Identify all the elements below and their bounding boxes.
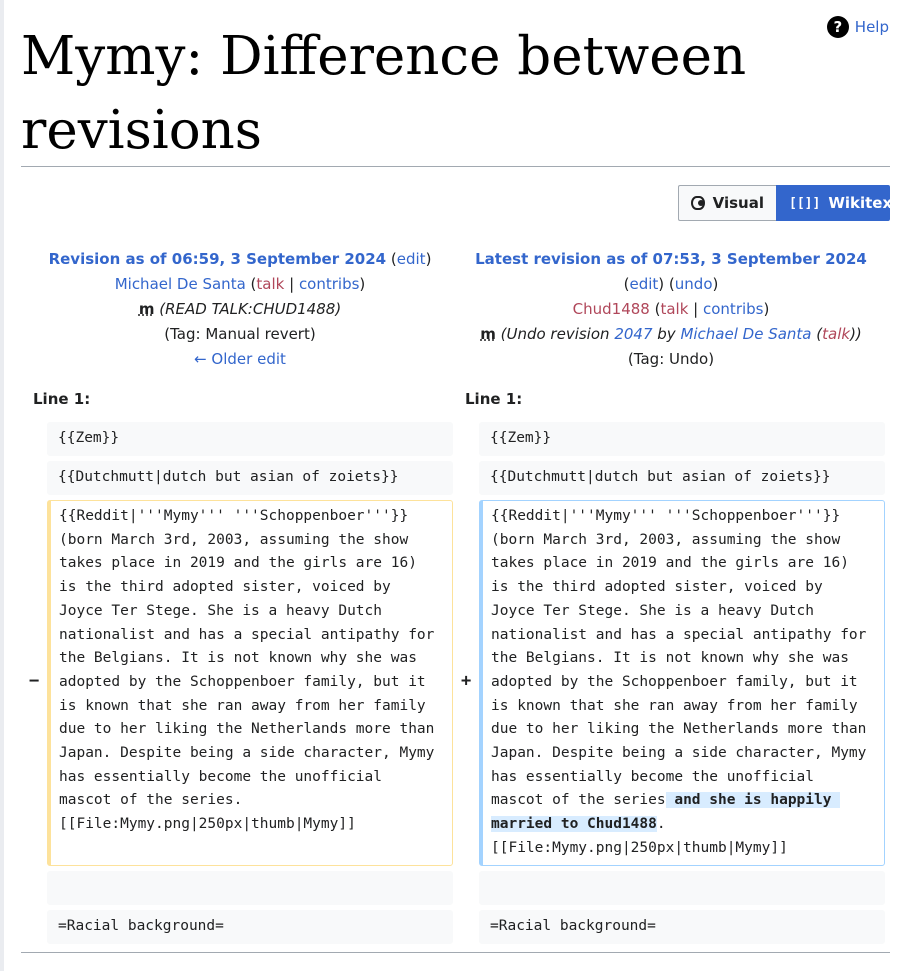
new-revision-header: Latest revision as of 07:53, 3 September 2024 (edit) (undo) Chud1488 (talk | contribs) m (Undo revision 2047 by Michael De Santa (talk)) (Tag: Undo) [475,250,867,368]
new-tag-label[interactable]: Tag [633,350,660,368]
added-marker: + [461,671,472,691]
old-minor-flag: m [138,300,155,318]
old-user-link[interactable]: Michael De Santa [114,275,246,293]
visual-button[interactable] [678,185,776,221]
old-revision-link[interactable]: Revision as of 06:59, 3 September 2024 [48,250,387,268]
older-edit-link[interactable]: ← Older edit [194,350,286,368]
help-label: Help [854,18,889,36]
context-line-right: {{Dutchmutt|dutch but asian of zoiets}} [479,461,885,495]
old-contribs-link[interactable]: contribs [298,275,360,293]
eye-icon [691,196,705,210]
old-tag-label[interactable]: Tag [170,325,196,343]
new-talk-link[interactable]: talk [660,300,689,318]
added-line [479,500,885,866]
wikitext-icon: [[]] [789,195,821,211]
new-contribs-link[interactable]: contribs [703,300,764,318]
old-talk-link[interactable]: talk [256,275,285,293]
deleted-line: {{Reddit|'''Mymy''' '''Schoppenboer'''}} (born March 3rd, 2003, assuming the show takes place in 2019 and the girls are 16) is the third adopted sister, voiced by Joyce Ter Stege. She is a heavy Dutch nationalist and has a special antipathy for the Belgians. It is not known why she was adopted by the Schoppenboer family, but it is known that she ran away from her family due to her liking the Netherlands more than Japan. Despite being a side character, Mymy has essentially become the unofficial mascot of the series. [[File:Mymy.png|250px|thumb|Mymy]] [47,500,453,866]
context-line-left: {{Zem}} [47,422,453,456]
bottom-divider [21,952,890,953]
view-toggle [678,185,900,221]
context-line-left: {{Dutchmutt|dutch but asian of zoiets}} [47,461,453,495]
new-user-link[interactable]: Chud1488 [572,300,650,318]
new-revision-link[interactable]: Latest revision as of 07:53, 3 September 2024 [475,250,867,268]
help-icon: ? [827,16,849,38]
wikitext-button[interactable] [776,185,900,221]
new-tag: Undo [669,350,709,368]
summary-by: by [652,325,681,343]
inserted-text: and she is happily married to Chud1488 [491,792,841,833]
old-edit-summary: (READ TALK:CHUD1488) [159,300,342,318]
context-line-right: =Racial background= [479,910,885,944]
old-edit-link[interactable]: edit [396,250,426,268]
summary-prefix: (Undo revision [500,325,615,343]
visual-label: Visual [712,194,764,212]
old-tag: Manual revert [205,325,310,343]
empty-context-right [479,871,885,905]
undo-link[interactable]: undo [674,275,713,293]
added-line-tail: . [[File:Mymy.png|250px|thumb|Mymy]] [491,816,788,856]
summary-revision-link[interactable]: 2047 [614,325,653,343]
context-line-left: =Racial background= [47,910,453,944]
context-line-right: {{Zem}} [479,422,885,456]
left-border [0,0,4,971]
new-edit-link[interactable]: edit [629,275,659,293]
deleted-marker: − [29,671,40,691]
old-revision-header: Revision as of 06:59, 3 September 2024 (edit) Michael De Santa (talk | contribs) m (READ TALK:CHUD1488) (Tag: Manual revert) ← Older edit [48,250,432,368]
empty-context-left [47,871,453,905]
new-minor-flag: m [480,325,496,343]
title-divider [21,166,890,167]
page-title: Mymy: Difference between revisions [21,26,747,161]
summary-user-link[interactable]: Michael De Santa [680,325,812,343]
wikitext-label: Wikitext [828,194,900,212]
old-line-number: Line 1: [33,390,91,408]
new-line-number: Line 1: [465,390,523,408]
added-line-text: {{Reddit|'''Mymy''' '''Schoppenboer'''}} (born March 3rd, 2003, assuming the show takes place in 2019 and the girls are 16) is the third adopted sister, voiced by Joyce Ter Stege. She is a heavy Dutch nationalist and has a special antipathy for the Belgians. It is not known why she was adopted by the Schoppenboer family, but it is known that she ran away from her family due to her liking the Netherlands more than Japan. Despite being a side character, Mymy has essentially become the unofficial mascot of the series [491,508,876,809]
summary-talk-link[interactable]: talk [822,325,851,343]
